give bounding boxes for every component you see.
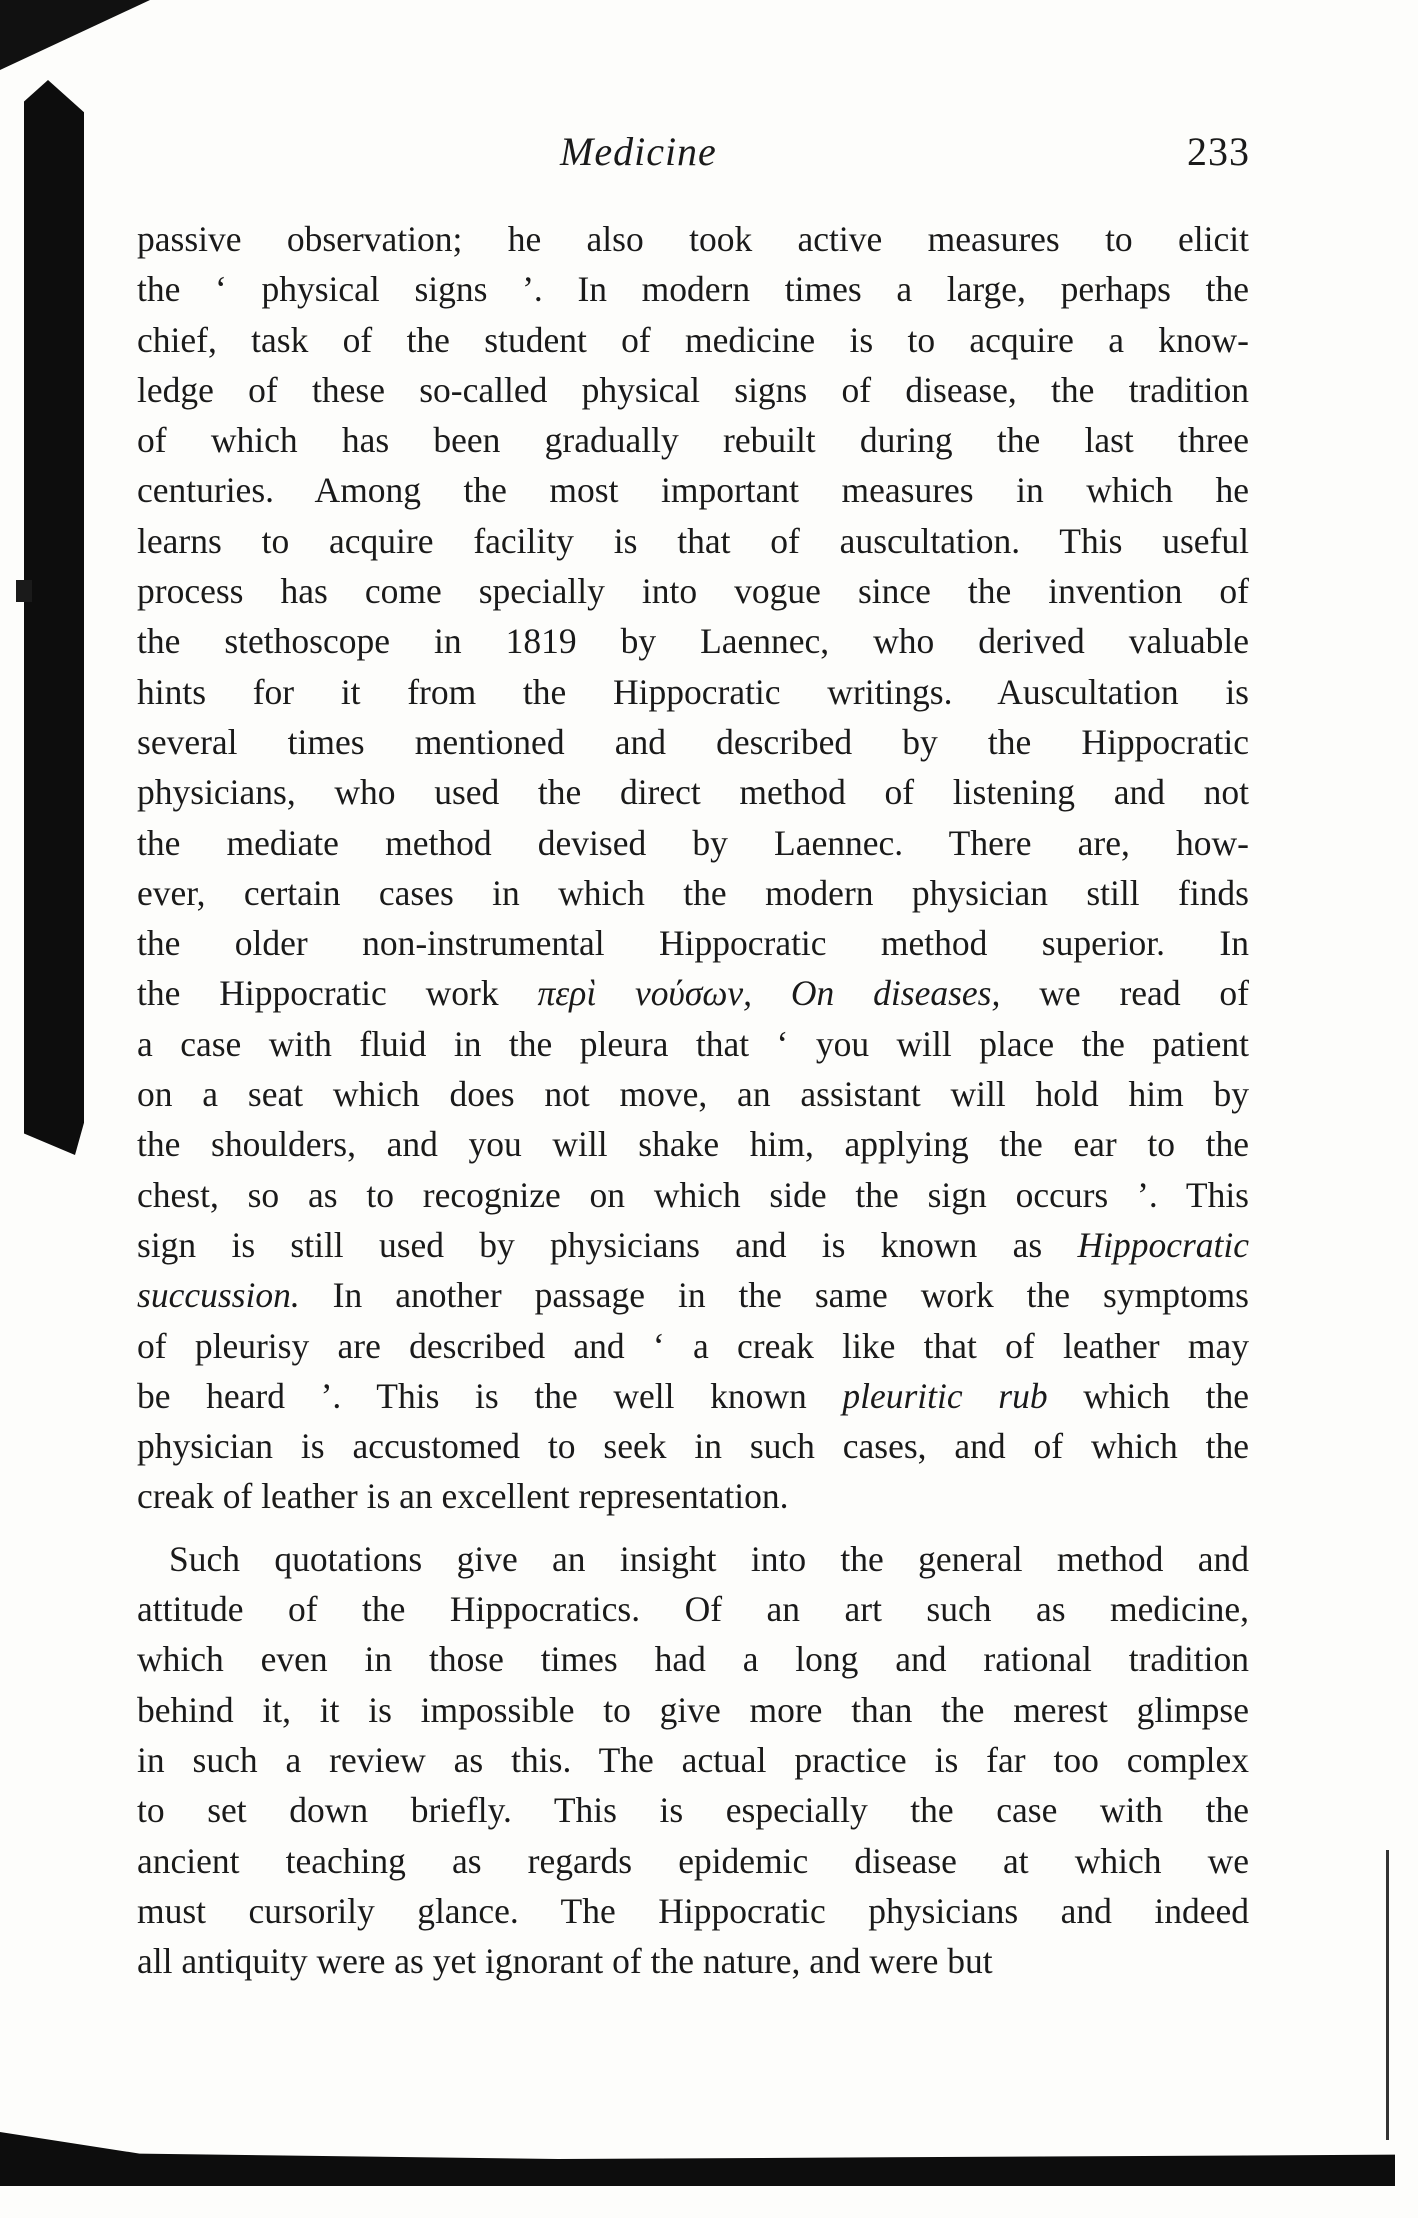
paragraph bbox=[137, 214, 1249, 1522]
text-segment: the shoulders, and you will shake him, applying the ear to the bbox=[137, 1124, 1249, 1165]
text-segment: on a seat which does not move, an assistant will hold him by bbox=[137, 1074, 1249, 1115]
text-line bbox=[137, 667, 1249, 717]
text-line bbox=[137, 1886, 1249, 1936]
text-segment: sign is still used by physicians and is known as bbox=[137, 1224, 1078, 1265]
running-head bbox=[140, 128, 1250, 188]
text-segment: chest, so as to recognize on which side the sign occurs ’. This bbox=[137, 1174, 1249, 1215]
text-segment: be heard ’. This is the well known bbox=[137, 1375, 843, 1416]
text-line bbox=[137, 1069, 1249, 1119]
text-line bbox=[137, 1634, 1249, 1684]
text-line bbox=[137, 315, 1249, 365]
text-line bbox=[137, 1471, 1249, 1521]
text-segment: the stethoscope in 1819 by Laennec, who derived valuable bbox=[137, 621, 1249, 662]
text-segment: the Hippocratic work bbox=[137, 973, 538, 1014]
text-segment: the mediate method devised by Laennec. There are, how- bbox=[137, 822, 1249, 863]
text-segment: which even in those times had a long and rational tradition bbox=[137, 1639, 1249, 1680]
text-line bbox=[137, 1584, 1249, 1634]
text-segment: In another passage in the same work the symptoms bbox=[299, 1275, 1249, 1316]
scan-page-edge bbox=[1386, 1850, 1389, 2140]
text-segment: to set down briefly. This is especially the case with the bbox=[137, 1790, 1249, 1831]
text-segment: the older non-instrumental Hippocratic method superior. In bbox=[137, 923, 1249, 964]
text-line bbox=[137, 1785, 1249, 1835]
text-segment: process has come specially into vogue since the invention of bbox=[137, 571, 1249, 612]
paragraph-gap bbox=[137, 1522, 1249, 1534]
text-segment: ancient teaching as regards epidemic disease at which we bbox=[137, 1840, 1249, 1881]
italic-text: περὶ νούσων, On diseases, bbox=[537, 973, 1001, 1014]
text-line bbox=[137, 214, 1249, 264]
scan-bottom-shadow bbox=[0, 2132, 1395, 2186]
text-segment: we read of bbox=[1000, 973, 1249, 1014]
text-segment: the ‘ physical signs ’. In modern times a large, perhaps the bbox=[137, 269, 1249, 310]
text-line bbox=[137, 516, 1249, 566]
page-number: 233 bbox=[1187, 129, 1250, 174]
text-segment: physician is accustomed to seek in such cases, and of which the bbox=[137, 1426, 1249, 1467]
body-text bbox=[137, 214, 1249, 1986]
running-title: Medicine bbox=[560, 129, 717, 174]
text-line bbox=[137, 616, 1249, 666]
text-line bbox=[137, 264, 1249, 314]
text-line bbox=[137, 415, 1249, 465]
text-segment: centuries. Among the most important measures in which he bbox=[137, 470, 1249, 511]
text-segment: Such quotations give an insight into the general method and bbox=[169, 1538, 1249, 1579]
scan-corner-shadow bbox=[0, 0, 150, 70]
text-segment: all antiquity were as yet ignorant of the nature, and were but bbox=[137, 1941, 993, 1982]
text-segment: creak of leather is an excellent representation. bbox=[137, 1476, 789, 1517]
text-line bbox=[137, 717, 1249, 767]
italic-text: succussion. bbox=[137, 1275, 300, 1316]
text-line bbox=[137, 1735, 1249, 1785]
text-segment: in such a review as this. The actual practice is far too complex bbox=[137, 1739, 1249, 1780]
text-line bbox=[137, 1119, 1249, 1169]
text-segment: hints for it from the Hippocratic writings. Auscultation is bbox=[137, 671, 1249, 712]
text-line bbox=[137, 365, 1249, 415]
text-line bbox=[137, 1270, 1249, 1320]
text-segment: several times mentioned and described by the Hippocratic bbox=[137, 721, 1249, 762]
text-segment: passive observation; he also took active measures to elicit bbox=[137, 219, 1249, 259]
text-line bbox=[137, 566, 1249, 616]
text-line bbox=[137, 1170, 1249, 1220]
text-line bbox=[137, 1321, 1249, 1371]
text-segment: of which has been gradually rebuilt during the last three bbox=[137, 420, 1249, 461]
text-segment: a case with fluid in the pleura that ‘ you will place the patient bbox=[137, 1023, 1249, 1064]
text-segment: which the bbox=[1047, 1375, 1249, 1416]
text-line bbox=[137, 868, 1249, 918]
text-segment: attitude of the Hippocratics. Of an art such as medicine, bbox=[137, 1589, 1249, 1630]
scan-spine-shadow bbox=[24, 80, 84, 1155]
text-line bbox=[137, 1421, 1249, 1471]
italic-text: Hippocratic bbox=[1077, 1224, 1249, 1265]
text-line bbox=[137, 465, 1249, 515]
text-line bbox=[137, 1936, 1249, 1986]
text-line bbox=[137, 968, 1249, 1018]
text-segment: physicians, who used the direct method of listening and not bbox=[137, 772, 1249, 813]
text-line bbox=[137, 918, 1249, 968]
text-line bbox=[137, 767, 1249, 817]
text-line bbox=[137, 1836, 1249, 1886]
text-segment: of pleurisy are described and ‘ a creak like that of leather may bbox=[137, 1325, 1249, 1366]
text-line bbox=[137, 1220, 1249, 1270]
text-line bbox=[137, 818, 1249, 868]
text-segment: chief, task of the student of medicine is to acquire a know- bbox=[137, 319, 1249, 360]
text-segment: learns to acquire facility is that of auscultation. This useful bbox=[137, 520, 1249, 561]
text-segment: ledge of these so-called physical signs of disease, the tradition bbox=[137, 369, 1249, 410]
text-line bbox=[137, 1019, 1249, 1069]
scan-mark bbox=[16, 580, 32, 602]
text-segment: behind it, it is impossible to give more than the merest glimpse bbox=[137, 1689, 1249, 1730]
text-line bbox=[137, 1685, 1249, 1735]
text-line bbox=[137, 1534, 1249, 1584]
text-segment: ever, certain cases in which the modern physician still finds bbox=[137, 872, 1249, 913]
paragraph bbox=[137, 1534, 1249, 1987]
text-segment: must cursorily glance. The Hippocratic physicians and indeed bbox=[137, 1890, 1249, 1931]
text-line bbox=[137, 1371, 1249, 1421]
italic-text: pleuritic rub bbox=[842, 1375, 1048, 1416]
